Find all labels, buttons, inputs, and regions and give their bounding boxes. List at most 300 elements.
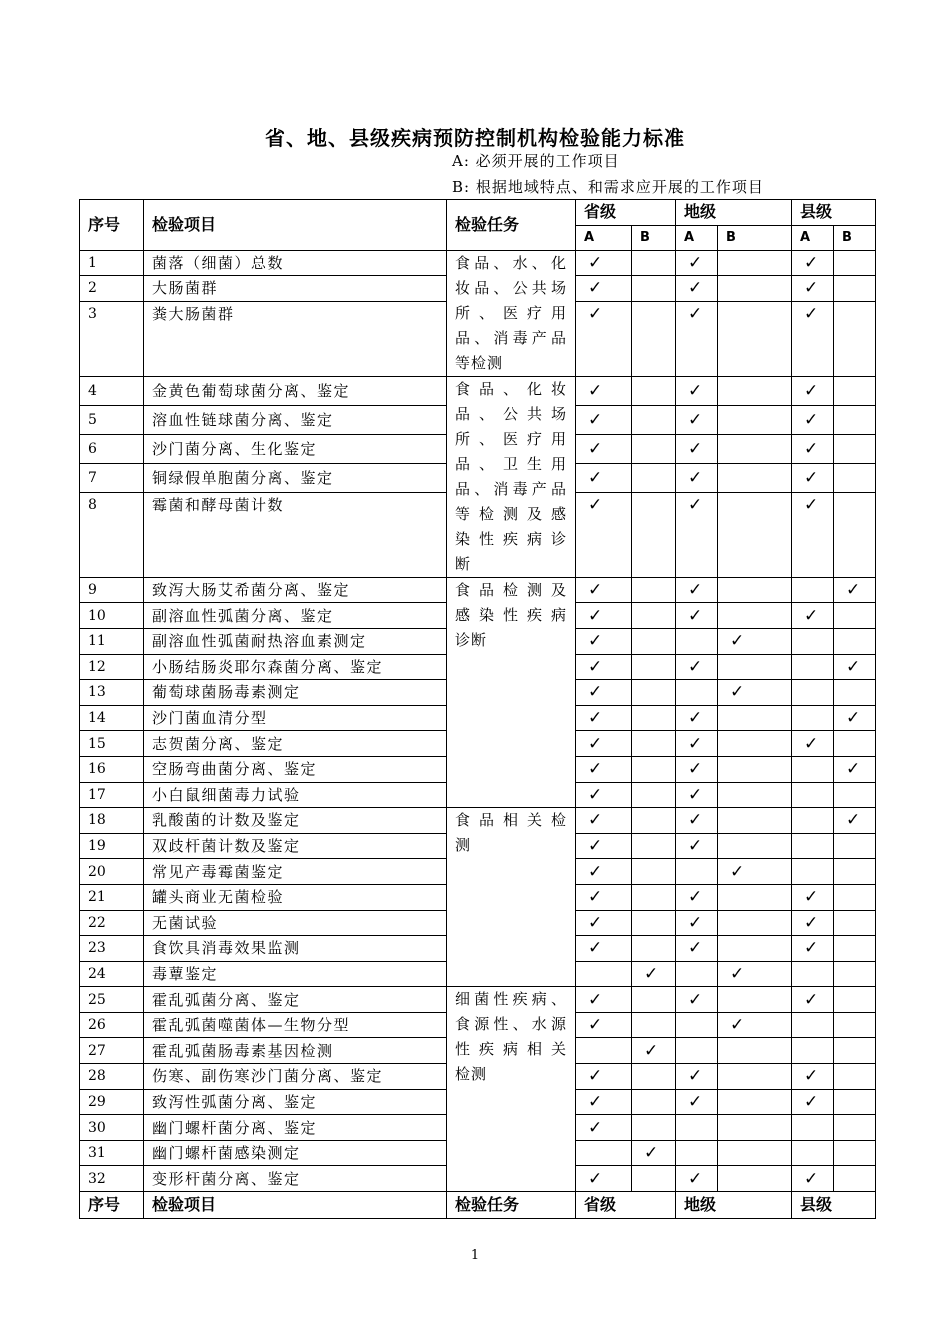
row-number: 16	[80, 756, 144, 782]
check-county-a	[792, 884, 834, 910]
task-line: 品、卫生用	[455, 454, 567, 473]
task-line: 妆品、公共场	[455, 278, 567, 297]
checkmark-icon: ✓	[688, 836, 703, 857]
row-item: 致泻性弧菌分离、鉴定	[144, 1089, 447, 1115]
table-row	[80, 376, 876, 405]
check-province-a	[576, 1166, 632, 1192]
table-row	[80, 577, 876, 603]
row-number: 10	[80, 603, 144, 629]
check-province-b	[632, 936, 676, 962]
checkmark-icon: ✓	[688, 580, 703, 601]
row-item: 毒蕈鉴定	[144, 961, 447, 987]
checkmark-icon: ✓	[804, 605, 819, 626]
checkmark-icon: ✓	[688, 887, 703, 908]
row-item: 幽门螺杆菌感染测定	[144, 1140, 447, 1166]
check-county-b	[834, 705, 876, 731]
check-prefecture-b	[718, 680, 792, 706]
checkmark-icon: ✓	[688, 438, 703, 459]
check-province-b	[632, 463, 676, 492]
check-county-b	[834, 628, 876, 654]
checkmark-icon: ✓	[644, 1040, 659, 1061]
footer-province: 省级	[576, 1192, 676, 1219]
check-province-a	[576, 1140, 632, 1166]
checkmark-icon: ✓	[804, 989, 819, 1010]
table-row	[80, 808, 876, 834]
checkmark-icon: ✓	[588, 1117, 603, 1138]
row-item: 菌落（细菌）总数	[144, 250, 447, 276]
check-province-b	[632, 1115, 676, 1141]
checkmark-icon: ✓	[588, 759, 603, 780]
check-county-a	[792, 463, 834, 492]
check-province-b	[632, 731, 676, 757]
checkmark-icon: ✓	[846, 708, 861, 729]
row-item: 小白鼠细菌毒力试验	[144, 782, 447, 808]
row-number: 3	[80, 301, 144, 376]
checkmark-icon: ✓	[588, 656, 603, 677]
check-province-b	[632, 628, 676, 654]
row-number: 2	[80, 276, 144, 302]
check-province-a	[576, 961, 632, 987]
check-county-b	[834, 463, 876, 492]
row-number: 4	[80, 376, 144, 405]
checkmark-icon: ✓	[688, 409, 703, 430]
checkmark-icon: ✓	[688, 912, 703, 933]
check-prefecture-a	[676, 1166, 718, 1192]
row-item: 空肠弯曲菌分离、鉴定	[144, 756, 447, 782]
check-province-a	[576, 833, 632, 859]
check-province-b	[632, 910, 676, 936]
check-county-b	[834, 910, 876, 936]
check-prefecture-b	[718, 782, 792, 808]
checkmark-icon: ✓	[688, 810, 703, 831]
checkmark-icon: ✓	[846, 580, 861, 601]
check-county-a	[792, 276, 834, 302]
check-prefecture-a	[676, 434, 718, 463]
checkmark-icon: ✓	[688, 759, 703, 780]
task-line: 性疾病相关	[455, 1040, 567, 1059]
row-item: 粪大肠菌群	[144, 301, 447, 376]
header-province-b: B	[632, 225, 676, 250]
check-prefecture-b	[718, 463, 792, 492]
check-province-a	[576, 705, 632, 731]
checkmark-icon: ✓	[688, 252, 703, 273]
check-county-b	[834, 808, 876, 834]
check-province-b	[632, 680, 676, 706]
task-line: 测	[455, 836, 472, 855]
row-item: 常见产毒霉菌鉴定	[144, 859, 447, 885]
header-county: 县级	[792, 200, 876, 226]
check-prefecture-a	[676, 603, 718, 629]
check-county-a	[792, 405, 834, 434]
row-item: 幽门螺杆菌分离、鉴定	[144, 1115, 447, 1141]
check-county-a	[792, 833, 834, 859]
check-prefecture-a	[676, 731, 718, 757]
check-prefecture-a	[676, 405, 718, 434]
check-county-a	[792, 250, 834, 276]
task-line: 感染性疾病	[455, 605, 567, 624]
checkmark-icon: ✓	[588, 989, 603, 1010]
checkmark-icon: ✓	[688, 494, 703, 515]
check-county-a	[792, 654, 834, 680]
checkmark-icon: ✓	[588, 580, 603, 601]
check-prefecture-a	[676, 1115, 718, 1141]
check-province-a	[576, 434, 632, 463]
check-province-a	[576, 577, 632, 603]
checkmark-icon: ✓	[588, 733, 603, 754]
check-province-b	[632, 405, 676, 434]
check-prefecture-a	[676, 577, 718, 603]
checkmark-icon: ✓	[688, 733, 703, 754]
task-cell	[447, 376, 576, 577]
check-province-b	[632, 808, 676, 834]
row-item: 致泻大肠艾希菌分离、鉴定	[144, 577, 447, 603]
footer-prefecture: 地级	[676, 1192, 792, 1219]
row-number: 5	[80, 405, 144, 434]
row-item: 霍乱弧菌噬菌体—生物分型	[144, 1012, 447, 1038]
row-number: 23	[80, 936, 144, 962]
row-number: 27	[80, 1038, 144, 1064]
checkmark-icon: ✓	[588, 810, 603, 831]
checkmark-icon: ✓	[588, 861, 603, 882]
check-county-a	[792, 1012, 834, 1038]
row-number: 7	[80, 463, 144, 492]
checkmark-icon: ✓	[730, 631, 745, 652]
row-item: 霍乱弧菌肠毒素基因检测	[144, 1038, 447, 1064]
row-number: 19	[80, 833, 144, 859]
check-prefecture-b	[718, 628, 792, 654]
check-county-a	[792, 1064, 834, 1090]
row-number: 15	[80, 731, 144, 757]
check-county-b	[834, 782, 876, 808]
header-province-a: A	[576, 225, 632, 250]
check-county-b	[834, 1064, 876, 1090]
checkmark-icon: ✓	[688, 784, 703, 805]
checkmark-icon: ✓	[730, 963, 745, 984]
task-line: 品、消毒产品	[455, 479, 567, 498]
check-prefecture-b	[718, 859, 792, 885]
row-item: 副溶血性弧菌耐热溶血素测定	[144, 628, 447, 654]
row-item: 罐头商业无菌检验	[144, 884, 447, 910]
check-county-a	[792, 961, 834, 987]
checkmark-icon: ✓	[588, 409, 603, 430]
check-province-a	[576, 884, 632, 910]
capability-table	[79, 199, 876, 1219]
header-county-b: B	[834, 225, 876, 250]
check-province-b	[632, 756, 676, 782]
check-province-b	[632, 705, 676, 731]
row-item: 葡萄球菌肠毒素测定	[144, 680, 447, 706]
checkmark-icon: ✓	[588, 938, 603, 959]
check-county-b	[834, 987, 876, 1013]
check-county-b	[834, 603, 876, 629]
row-item: 沙门菌分离、生化鉴定	[144, 434, 447, 463]
check-prefecture-b	[718, 301, 792, 376]
check-prefecture-a	[676, 936, 718, 962]
table-body	[80, 250, 876, 1191]
check-province-b	[632, 276, 676, 302]
header-prefecture-b: B	[718, 225, 792, 250]
row-item: 双歧杆菌计数及鉴定	[144, 833, 447, 859]
check-county-b	[834, 731, 876, 757]
task-line: 品、公共场	[455, 404, 567, 423]
check-county-a	[792, 603, 834, 629]
check-prefecture-b	[718, 1140, 792, 1166]
check-county-b	[834, 434, 876, 463]
check-province-b	[632, 833, 676, 859]
check-province-a	[576, 654, 632, 680]
check-prefecture-b	[718, 705, 792, 731]
check-prefecture-a	[676, 376, 718, 405]
check-prefecture-a	[676, 680, 718, 706]
check-prefecture-b	[718, 1089, 792, 1115]
checkmark-icon: ✓	[846, 759, 861, 780]
check-prefecture-b	[718, 577, 792, 603]
check-province-b	[632, 987, 676, 1013]
check-prefecture-a	[676, 276, 718, 302]
check-county-a	[792, 859, 834, 885]
checkmark-icon: ✓	[804, 887, 819, 908]
check-prefecture-b	[718, 833, 792, 859]
check-province-a	[576, 756, 632, 782]
task-line: 食品相关检	[455, 811, 567, 830]
check-county-b	[834, 1166, 876, 1192]
checkmark-icon: ✓	[730, 1015, 745, 1036]
check-county-b	[834, 1140, 876, 1166]
check-province-b	[632, 376, 676, 405]
checkmark-icon: ✓	[688, 708, 703, 729]
check-province-a	[576, 628, 632, 654]
header-seq: 序号	[80, 200, 144, 251]
checkmark-icon: ✓	[804, 938, 819, 959]
checkmark-icon: ✓	[588, 1066, 603, 1087]
checkmark-icon: ✓	[804, 467, 819, 488]
checkmark-icon: ✓	[804, 494, 819, 515]
checkmark-icon: ✓	[688, 1091, 703, 1112]
check-prefecture-a	[676, 1089, 718, 1115]
check-county-a	[792, 705, 834, 731]
task-line: 诊断	[455, 630, 488, 649]
task-line: 食品检测及	[455, 580, 567, 599]
check-province-b	[632, 250, 676, 276]
checkmark-icon: ✓	[804, 912, 819, 933]
checkmark-icon: ✓	[804, 1168, 819, 1189]
check-prefecture-a	[676, 1012, 718, 1038]
check-province-b	[632, 1166, 676, 1192]
row-item: 溶血性链球菌分离、鉴定	[144, 405, 447, 434]
checkmark-icon: ✓	[688, 380, 703, 401]
check-prefecture-a	[676, 705, 718, 731]
check-prefecture-b	[718, 910, 792, 936]
checkmark-icon: ✓	[588, 887, 603, 908]
check-county-a	[792, 628, 834, 654]
row-item: 乳酸菌的计数及鉴定	[144, 808, 447, 834]
header-task: 检验任务	[447, 200, 576, 251]
check-prefecture-a	[676, 654, 718, 680]
task-line: 等检测	[455, 353, 504, 372]
check-province-b	[632, 859, 676, 885]
task-line: 断	[455, 554, 472, 573]
row-item: 伤寒、副伤寒沙门菌分离、鉴定	[144, 1064, 447, 1090]
check-province-a	[576, 782, 632, 808]
task-line: 品、消毒产品	[455, 328, 567, 347]
check-prefecture-a	[676, 1038, 718, 1064]
check-province-b	[632, 434, 676, 463]
check-province-a	[576, 1115, 632, 1141]
check-prefecture-a	[676, 756, 718, 782]
check-county-a	[792, 987, 834, 1013]
check-province-a	[576, 376, 632, 405]
check-province-b	[632, 603, 676, 629]
row-item: 大肠菌群	[144, 276, 447, 302]
legend-a: A: 必须开展的工作项目	[452, 152, 620, 170]
check-prefecture-b	[718, 1012, 792, 1038]
check-prefecture-a	[676, 301, 718, 376]
checkmark-icon: ✓	[804, 409, 819, 430]
checkmark-icon: ✓	[688, 605, 703, 626]
check-county-a	[792, 782, 834, 808]
row-item: 铜绿假单胞菌分离、鉴定	[144, 463, 447, 492]
checkmark-icon: ✓	[804, 1091, 819, 1112]
check-county-b	[834, 301, 876, 376]
check-prefecture-b	[718, 1115, 792, 1141]
task-line: 染性疾病诊	[455, 529, 567, 548]
checkmark-icon: ✓	[588, 278, 603, 299]
check-province-b	[632, 577, 676, 603]
checkmark-icon: ✓	[588, 467, 603, 488]
row-number: 26	[80, 1012, 144, 1038]
checkmark-icon: ✓	[804, 1066, 819, 1087]
legend-b: B: 根据地域特点、和需求应开展的工作项目	[452, 178, 764, 196]
checkmark-icon: ✓	[588, 438, 603, 459]
row-number: 24	[80, 961, 144, 987]
checkmark-icon: ✓	[588, 494, 603, 515]
checkmark-icon: ✓	[688, 1168, 703, 1189]
checkmark-icon: ✓	[846, 656, 861, 677]
row-item: 变形杆菌分离、鉴定	[144, 1166, 447, 1192]
check-county-a	[792, 731, 834, 757]
check-prefecture-b	[718, 1038, 792, 1064]
checkmark-icon: ✓	[804, 438, 819, 459]
check-prefecture-b	[718, 1064, 792, 1090]
check-prefecture-b	[718, 936, 792, 962]
row-number: 8	[80, 492, 144, 577]
checkmark-icon: ✓	[588, 682, 603, 703]
check-prefecture-a	[676, 987, 718, 1013]
check-province-a	[576, 1089, 632, 1115]
check-province-a	[576, 492, 632, 577]
check-prefecture-b	[718, 603, 792, 629]
header-prefecture-a: A	[676, 225, 718, 250]
check-prefecture-b	[718, 1166, 792, 1192]
task-line: 食品、化妆	[455, 379, 567, 398]
checkmark-icon: ✓	[730, 861, 745, 882]
row-number: 30	[80, 1115, 144, 1141]
check-province-a	[576, 1064, 632, 1090]
row-item: 无菌试验	[144, 910, 447, 936]
checkmark-icon: ✓	[804, 380, 819, 401]
checkmark-icon: ✓	[588, 1091, 603, 1112]
check-province-a	[576, 859, 632, 885]
check-prefecture-a	[676, 628, 718, 654]
check-prefecture-b	[718, 756, 792, 782]
check-prefecture-b	[718, 250, 792, 276]
task-line: 所、医疗用	[455, 429, 567, 448]
check-county-b	[834, 833, 876, 859]
row-number: 17	[80, 782, 144, 808]
check-county-b	[834, 1115, 876, 1141]
checkmark-icon: ✓	[688, 278, 703, 299]
check-province-b	[632, 961, 676, 987]
checkmark-icon: ✓	[588, 380, 603, 401]
check-province-a	[576, 936, 632, 962]
footer-seq: 序号	[80, 1192, 144, 1219]
check-prefecture-b	[718, 884, 792, 910]
table-row	[80, 987, 876, 1013]
check-prefecture-b	[718, 376, 792, 405]
check-prefecture-a	[676, 961, 718, 987]
check-county-a	[792, 301, 834, 376]
row-number: 12	[80, 654, 144, 680]
check-county-a	[792, 910, 834, 936]
check-prefecture-a	[676, 782, 718, 808]
checkmark-icon: ✓	[688, 1066, 703, 1087]
header-row-1	[80, 200, 876, 226]
row-number: 32	[80, 1166, 144, 1192]
row-item: 霍乱弧菌分离、鉴定	[144, 987, 447, 1013]
check-province-b	[632, 301, 676, 376]
check-prefecture-a	[676, 1140, 718, 1166]
footer-row	[80, 1192, 876, 1219]
check-province-a	[576, 808, 632, 834]
header-county-a: A	[792, 225, 834, 250]
check-prefecture-b	[718, 987, 792, 1013]
row-number: 1	[80, 250, 144, 276]
checkmark-icon: ✓	[688, 656, 703, 677]
check-county-b	[834, 680, 876, 706]
check-county-b	[834, 654, 876, 680]
check-prefecture-b	[718, 654, 792, 680]
checkmark-icon: ✓	[588, 303, 603, 324]
task-line: 细菌性疾病、	[455, 990, 567, 1009]
checkmark-icon: ✓	[730, 682, 745, 703]
row-item: 小肠结肠炎耶尔森菌分离、鉴定	[144, 654, 447, 680]
check-county-a	[792, 680, 834, 706]
footer-county: 县级	[792, 1192, 876, 1219]
check-prefecture-b	[718, 276, 792, 302]
checkmark-icon: ✓	[588, 784, 603, 805]
row-item: 志贺菌分离、鉴定	[144, 731, 447, 757]
check-prefecture-a	[676, 463, 718, 492]
row-number: 25	[80, 987, 144, 1013]
check-county-b	[834, 859, 876, 885]
check-county-b	[834, 492, 876, 577]
check-province-a	[576, 276, 632, 302]
check-prefecture-b	[718, 492, 792, 577]
checkmark-icon: ✓	[644, 963, 659, 984]
task-line: 检测	[455, 1065, 488, 1084]
check-county-a	[792, 756, 834, 782]
footer-task: 检验任务	[447, 1192, 576, 1219]
check-county-a	[792, 1140, 834, 1166]
checkmark-icon: ✓	[804, 733, 819, 754]
header-item: 检验项目	[144, 200, 447, 251]
task-cell	[447, 987, 576, 1192]
check-prefecture-a	[676, 1064, 718, 1090]
check-province-b	[632, 1038, 676, 1064]
row-number: 18	[80, 808, 144, 834]
check-county-a	[792, 1166, 834, 1192]
header-province: 省级	[576, 200, 676, 226]
